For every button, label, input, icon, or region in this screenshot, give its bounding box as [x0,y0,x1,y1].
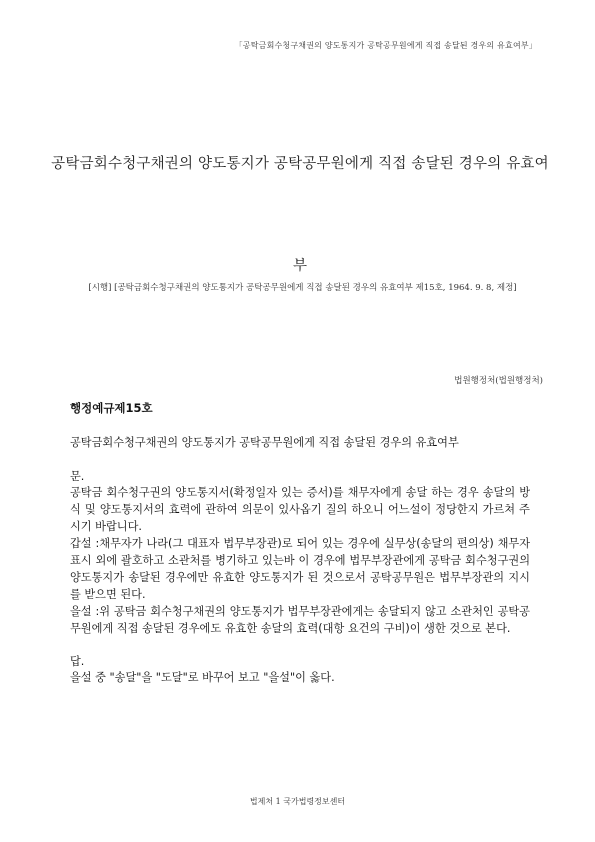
document-title-line-2: 부 [292,258,307,274]
answer-label: 답. [70,655,85,668]
document-title-line-1: 공탁금회수청구채권의 양도통지가 공탁공무원에게 직접 송달된 경우의 유효여 [51,156,549,172]
document-number: 행정예규제15호 [70,401,153,415]
section-spacer [70,637,530,653]
question-text: 공탁금 회수청구권의 양도통지서(확정일자 있는 증서)를 채무자에게 송달 하는 경우 송달의 방식 및 양도통지서의 효력에 관하여 의문이 있사옵기 질의 하오니 어느설이 정당한지 가르쳐 주시기 바랍니다. [70,486,530,533]
issuing-agency: 법원행정처(법원행정처) [454,376,543,386]
body-title: 공탁금회수청구채권의 양도통지가 공탁공무원에게 직접 송달된 경우의 유효여부 [70,436,459,449]
opinion-b: 을설 :위 공탁금 회수청구채권의 양도통지가 법무부장관에게는 송달되지 않고 소관처인 공탁공무원에게 직접 송달된 경우에도 유효한 송달의 효력(대항 요건의 구비)이 생한 것으로 본다. [70,605,530,635]
answer-text: 을설 중 "송달"을 "도달"로 바꾸어 보고 "을설"이 옳다. [70,671,335,684]
page-footer: 법제처 1 국가법령정보센터 [249,797,346,806]
enactment-info: [시행] [공탁금회수청구채권의 양도통지가 공탁공무원에게 직접 송달된 경우의 유효여부 제15호, 1964. 9. 8, 제정] [88,283,517,293]
question-label: 문. [70,470,85,483]
document-body [70,400,530,686]
running-header: 「공탁금회수청구채권의 양도통지가 공탁공무원에게 직접 송달된 경우의 유효여부」 [234,41,537,50]
opinion-a: 갑설 :채무자가 나라(그 대표자 법무부장관)로 되어 있는 경우에 실무상(송달의 편의상) 채무자표시 외에 괄호하고 소관처를 병기하고 있는바 이 경우에 법무부장관에게 공탁금 회수청구권의 양도통지가 송달된 경우에만 유효한 양도통지가 된 것으로서 공탁공무원은 법무부장관의 지시를 받으면 된다. [70,537,530,601]
